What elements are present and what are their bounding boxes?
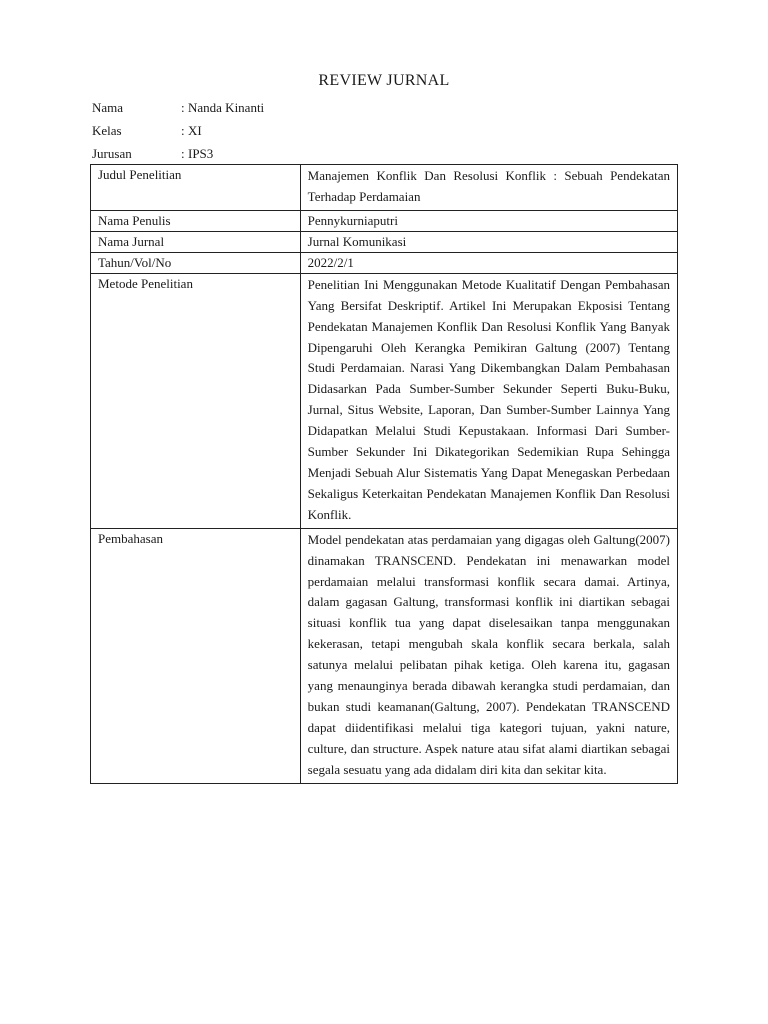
student-info bbox=[92, 99, 492, 168]
table-row bbox=[91, 231, 678, 252]
row-value: Penelitian Ini Menggunakan Metode Kualitatif Dengan Pembahasan Yang Bersifat Deskriptif. Artikel Ini Merupakan Ekposisi Tentang Pendekatan Manajemen Konflik Dan Resolusi Konflik Yang Banyak Dipengaruhi Oleh Kerangka Pemikiran Galtung (2007) Tentang Studi Perdamaian. Narasi Yang Dikembangkan Dalam Pembahasan Didasarkan Pada Sumber-Sumber Sekunder Seperti Buku-Buku, Jurnal, Situs Website, Laporan, Dan Sumber-Sumber Lainnya Yang Didapatkan Melalui Studi Kepustakaan. Informasi Dari Sumber-Sumber Sekunder Ini Dikategorikan Sedemikian Rupa Sehingga Menjadi Sebuah Alur Sistematis Yang Dapat Menegaskan Perbedaan Sekaligus Keterkaitan Pendekatan Manajemen Konflik Dan Resolusi Konflik. bbox=[300, 273, 677, 528]
info-separator: : bbox=[181, 100, 185, 115]
table-row bbox=[91, 210, 678, 231]
row-value: Manajemen Konflik Dan Resolusi Konflik : Sebuah Pendekatan Terhadap Perdamaian bbox=[300, 165, 677, 211]
row-label: Metode Penelitian bbox=[91, 273, 301, 528]
row-value: Pennykurniaputri bbox=[300, 210, 677, 231]
info-value: IPS3 bbox=[188, 146, 214, 161]
info-label: Kelas bbox=[92, 123, 122, 138]
info-label: Nama bbox=[92, 100, 124, 115]
info-value: Nanda Kinanti bbox=[188, 100, 265, 115]
table-row bbox=[91, 252, 678, 273]
row-label: Judul Penelitian bbox=[91, 165, 301, 211]
table-row bbox=[91, 273, 678, 528]
row-label: Nama Penulis bbox=[91, 210, 301, 231]
info-separator: : bbox=[181, 123, 185, 138]
row-label: Pembahasan bbox=[91, 528, 301, 783]
row-value: 2022/2/1 bbox=[300, 252, 677, 273]
table-row bbox=[91, 165, 678, 211]
row-label: Tahun/Vol/No bbox=[91, 252, 301, 273]
info-row-kelas bbox=[92, 122, 492, 145]
info-separator: : bbox=[181, 146, 185, 161]
info-value: XI bbox=[188, 123, 202, 138]
review-table bbox=[90, 164, 678, 784]
table-row bbox=[91, 528, 678, 783]
row-value: Jurnal Komunikasi bbox=[300, 231, 677, 252]
document-title: REVIEW JURNAL bbox=[318, 72, 450, 89]
info-row-nama bbox=[92, 99, 492, 122]
row-value: Model pendekatan atas perdamaian yang digagas oleh Galtung(2007) dinamakan TRANSCEND. Pendekatan ini menawarkan model perdamaian melalui transformasi konflik secara damai. Artinya, dalam gagasan Galtung, transformasi konflik ini diartikan sebagai situasi konflik tua yang dapat diselesaikan tanpa menggunakan kekerasan, tetapi mengubah skala konflik secara berkala, salah satunya melalui pelibatan pihak ketiga. Oleh karena itu, gagasan yang menaunginya berada dibawah kerangka studi perdamaian, dan bukan studi keamanan(Galtung, 2007). Pendekatan TRANSCEND dapat diidentifikasi melalui tiga kategori tujuan, yakni nature, culture, dan structure. Aspek nature atau sifat alami diartikan sebagai segala sesuatu yang ada didalam diri kita dan sekitar kita. bbox=[300, 528, 677, 783]
row-label: Nama Jurnal bbox=[91, 231, 301, 252]
info-label: Jurusan bbox=[92, 146, 132, 161]
